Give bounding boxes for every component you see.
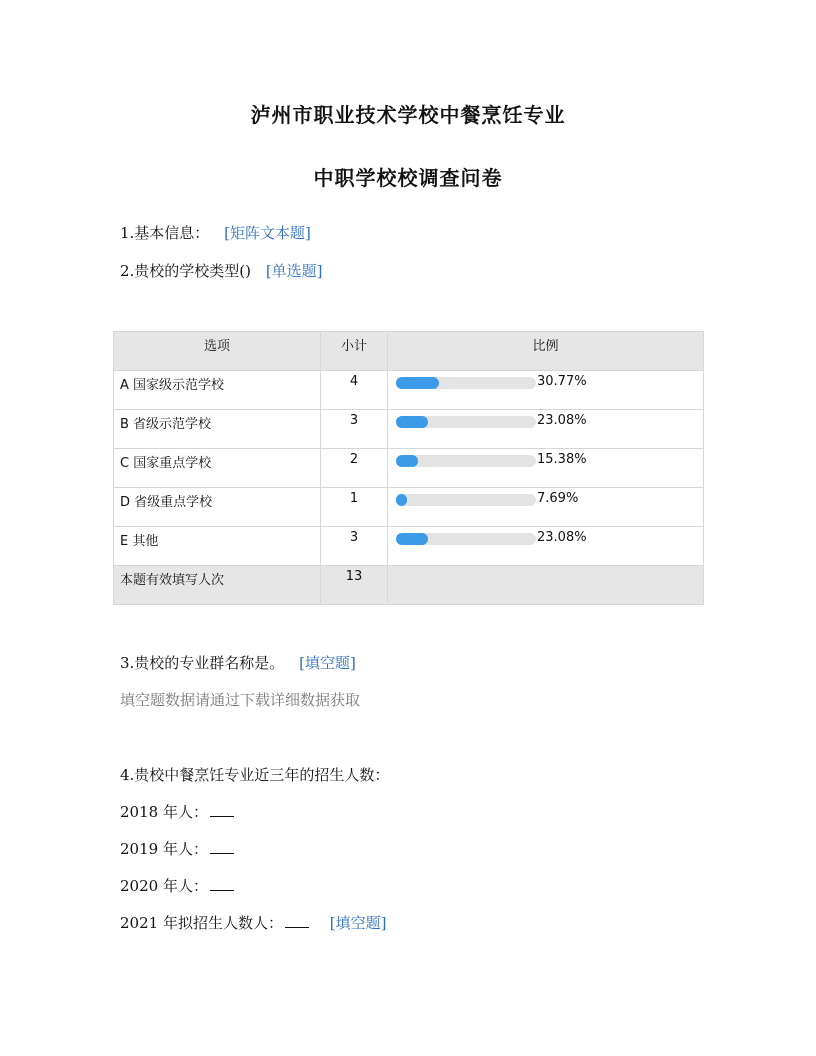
row-percent: 15.38%	[537, 452, 587, 467]
row-count: 3	[321, 527, 388, 566]
line-2021-label: 2021 年拟招生人数人：	[120, 914, 283, 932]
row-ratio	[388, 410, 704, 449]
blank-2020	[210, 878, 234, 891]
line-2019-label: 2019 年人：	[120, 840, 208, 858]
progress-fill	[396, 377, 439, 389]
title-line-2: 中职学校校调查问卷	[313, 166, 503, 190]
header-option: 选项	[114, 332, 321, 371]
row-count: 3	[321, 410, 388, 449]
table-row	[114, 410, 704, 449]
row-percent: 23.08%	[537, 413, 587, 428]
question-2-type-tag: [单选题]	[265, 262, 323, 280]
blank-2018	[210, 804, 234, 817]
progress-track	[396, 494, 536, 506]
table-header-row	[114, 332, 704, 371]
progress-track	[396, 416, 536, 428]
row-option: E 其他	[114, 527, 321, 566]
row-percent: 23.08%	[537, 530, 587, 545]
row-percent: 7.69%	[537, 491, 579, 506]
question-2-text: 2.贵校的学校类型()	[120, 262, 252, 280]
row-ratio	[388, 488, 704, 527]
question-3	[120, 652, 356, 673]
question-1-type-tag: [矩阵文本题]	[224, 224, 311, 242]
table-total-row	[114, 566, 704, 605]
row-option: B 省级示范学校	[114, 410, 321, 449]
question-4-line-2018	[120, 801, 234, 822]
question-2	[120, 260, 323, 281]
title-line-1: 泸州市职业技术学校中餐烹饪专业	[250, 103, 566, 127]
row-option: D 省级重点学校	[114, 488, 321, 527]
header-ratio: 比例	[388, 332, 704, 371]
line-2020-label: 2020 年人：	[120, 877, 208, 895]
question-1	[120, 222, 311, 243]
row-count: 4	[321, 371, 388, 410]
row-percent: 30.77%	[537, 374, 587, 389]
row-ratio	[388, 449, 704, 488]
row-ratio	[388, 527, 704, 566]
total-label: 本题有效填写人次	[114, 566, 321, 605]
progress-track	[396, 455, 536, 467]
row-option: A 国家级示范学校	[114, 371, 321, 410]
question-4-line-2021	[120, 912, 386, 933]
table-row	[114, 371, 704, 410]
question-3-type-tag: [填空题]	[299, 654, 356, 672]
progress-fill	[396, 494, 407, 506]
row-ratio	[388, 371, 704, 410]
question-1-text: 1.基本信息：	[120, 224, 210, 242]
question-3-text: 3.贵校的专业群名称是。	[120, 654, 285, 672]
progress-fill	[396, 416, 428, 428]
total-count: 13	[321, 566, 388, 605]
table-row	[114, 449, 704, 488]
question-3-note: 填空题数据请通过下载详细数据获取	[120, 691, 361, 709]
line-2018-label: 2018 年人：	[120, 803, 208, 821]
question-4-type-tag: [填空题]	[329, 914, 387, 932]
question-4-line-2019	[120, 838, 234, 859]
table-row	[114, 488, 704, 527]
blank-2021	[285, 915, 309, 928]
total-ratio-empty	[388, 566, 704, 605]
header-count: 小计	[321, 332, 388, 371]
row-option: C 国家重点学校	[114, 449, 321, 488]
row-count: 1	[321, 488, 388, 527]
progress-fill	[396, 533, 428, 545]
question-4-line-2020	[120, 875, 234, 896]
progress-fill	[396, 455, 418, 467]
question-4-text: 4.贵校中餐烹饪专业近三年的招生人数：	[120, 766, 390, 784]
blank-2019	[210, 841, 234, 854]
row-count: 2	[321, 449, 388, 488]
progress-track	[396, 533, 536, 545]
progress-track	[396, 377, 536, 389]
results-table	[113, 331, 704, 605]
table-row	[114, 527, 704, 566]
